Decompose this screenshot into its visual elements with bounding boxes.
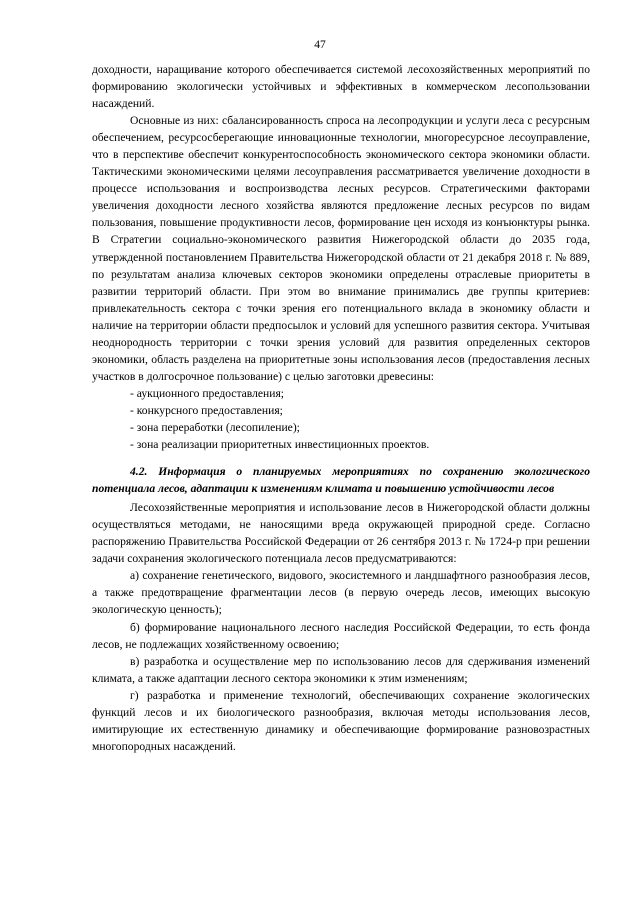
paragraph-item-c: в) разработка и осуществление мер по использованию лесов для сдерживания изменений климата, а также адаптации лесного сектора экономики к этим изменениям;	[92, 654, 590, 685]
paragraph-forestry-measures: Лесохозяйственные мероприятия и использование лесов в Нижегородской области должны осуществляться методами, не наносящими вреда окружающей природной среде. Согласно распоряжению Правительства Российской Федерации от 26 сентября 2013 г. № 1724-р при решении задачи сохранения экологического потенциала лесов предусматриваются:	[92, 501, 590, 566]
page-number: 47	[314, 39, 326, 51]
paragraph-item-b: б) формирование национального лесного наследия Российской Федерации, то есть фонда лесов, не подлежащих хозяйственному освоению;	[92, 620, 590, 651]
list-item: - аукционного предоставления;	[130, 386, 285, 400]
list-item: - конкурсного предоставления;	[130, 403, 283, 417]
paragraph-main-goals: Основные из них: сбалансированность спроса на лесопродукции и услуги леса с ресурсным обеспечением, ресурсосберегающие инновационные технологии, многоресурсное лесоуправление, что в перспективе обеспечит конкурентоспособность экономического сектора экономики области. Тактическими экономическими целями лесоуправления рассматривается увеличение доходности в процессе использования и воспроизводства лесных ресурсов. Стратегическими факторами увеличения доходности лесного хозяйства являются предложение лесных ресурсов по видам пользования, повышение продуктивности лесов, формирование цен исходя из конъюнктуры рынка. В Стратегии социально-экономического развития Нижегородской области до 2035 года, утвержденной постановлением Правительства Нижегородской области от 21 декабря 2018 г. № 889, по результатам анализа ключевых секторов экономики определены отраслевые приоритеты в развитии территорий области. При этом во внимание принимались две группы критериев: привлекательность сектора с точки зрения его потенциального вклада в экономику области и наличие на территории области предпосылок и условий для успешного развития сектора. Учитывая неоднородность территории с точки зрения условий для развития определенных секторов экономики, область разделена на приоритетные зоны использования лесов (предоставления лесных участков в долгосрочное пользование) с целью заготовки древесины:	[92, 114, 590, 383]
priority-zones-list	[92, 385, 590, 453]
list-item: - зона реализации приоритетных инвестиционных проектов.	[130, 438, 430, 452]
paragraph-continuation: доходности, наращивание которого обеспечивается системой лесохозяйственных мероприятий по формированию экологически устойчивых и эффективных в коммерческом лесопользовании насаждений.	[92, 63, 590, 111]
list-item: - зона переработки (лесопиление);	[130, 420, 300, 434]
paragraph-item-d: г) разработка и применение технологий, обеспечивающих сохранение экологических функций лесов и их биологического разнообразия, включая методы использования лесов, имитирующие их естественную динамику и обеспечивающие формирование разновозрастных многопородных насаждений.	[92, 688, 590, 753]
section-heading: 4.2. Информация о планируемых мероприятиях по сохранению экологического потенциала лесов, адаптации к изменениям климата и повышению устойчивости лесов	[92, 465, 590, 496]
paragraph-item-a: а) сохранение генетического, видового, экосистемного и ландшафтного разнообразия лесов, а также предотвращение фрагментации лесов (в первую очередь лесов, имеющих высокую экологическую ценность);	[92, 569, 590, 617]
page-body	[92, 61, 590, 755]
